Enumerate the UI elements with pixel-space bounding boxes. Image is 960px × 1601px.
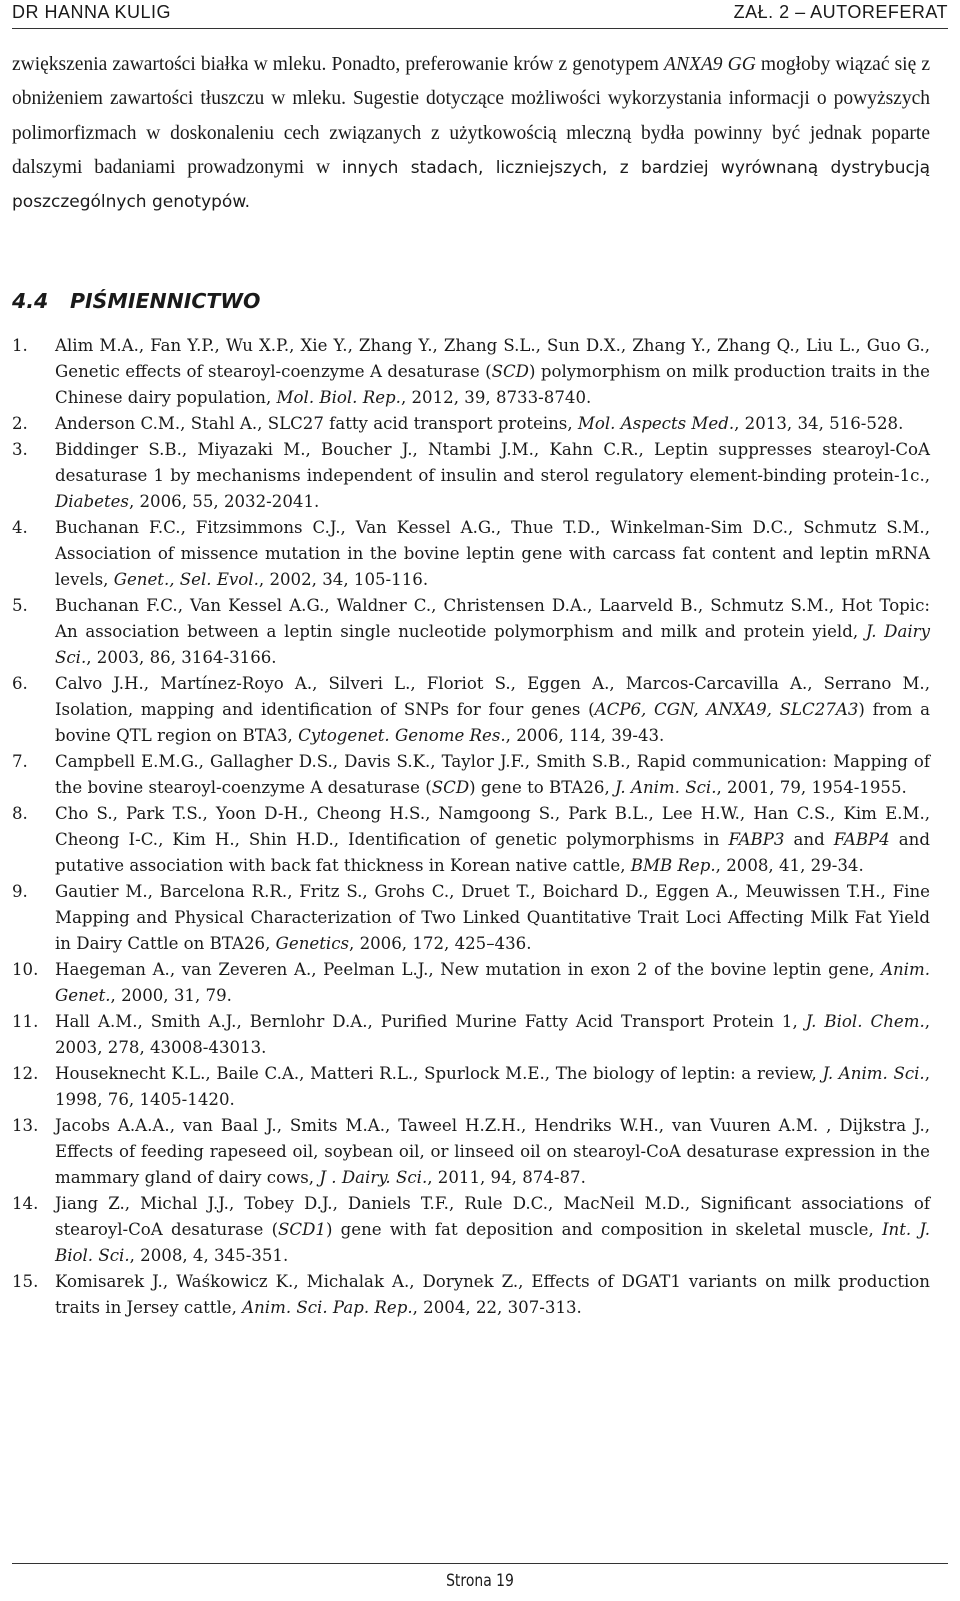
intro-text-1: zwiększenia zawartości białka w mleku. Ponadto, preferowanie krów z genotypem [12,54,665,75]
reference-text: Alim M.A., Fan Y.P., Wu X.P., Xie Y., Zhang Y., Zhang S.L., Sun D.X., Zhang Y., Zhang Q., Liu L., Guo G., Genetic effects of stearoyl-coenzyme A desaturase ( [55,336,930,382]
reference-item [12,671,930,749]
reference-text: , 2011, 94, 874-87. [427,1168,586,1188]
reference-text: Anderson C.M., Stahl A., SLC27 fatty acid transport proteins, [55,414,578,434]
reference-number: 12. [12,1064,39,1084]
reference-text: , 2003, 86, 3164-3166. [86,648,277,668]
reference-text: Cho S., Park T.S., Yoon D-H., Cheong H.S., Namgoong S., Park B.L., Lee H.W., Han C.S., Kim E.M., Cheong I-C., Kim H., Shin H.D., Identification of genetic polymorphisms in [55,804,930,850]
section-title: PIŚMIENNICTWO [70,289,261,314]
reference-item [12,749,930,801]
reference-number: 8. [12,804,28,824]
reference-italic-text: BMB Rep. [630,856,716,876]
reference-italic-text: J. Biol. Chem. [805,1012,925,1032]
header-section: ZAŁ. 2 – AUTOREFERAT [733,2,948,22]
reference-text: , 2002, 34, 105-116. [258,570,429,590]
reference-text: Komisarek J., Waśkowicz K., Michalak A., Dorynek Z., Effects of DGAT1 variants on milk production traits in Jersey cattle, [55,1272,930,1318]
reference-number: 10. [12,960,39,980]
reference-item [12,879,930,957]
reference-italic-text: Anim. Sci. Pap. Rep. [242,1298,413,1318]
reference-number: 11. [12,1012,39,1032]
reference-text: , 2012, 39, 8733-8740. [400,388,592,408]
reference-number: 15. [12,1272,39,1292]
reference-text: , 2006, 114, 39-43. [505,726,665,746]
reference-italic-text: Genetics [275,934,350,954]
reference-italic-text: Anim. Genet. [55,960,930,1006]
reference-italic-text: J. Anim. Sci. [822,1064,925,1084]
intro-gene: ANXA9 GG [664,54,756,75]
reference-number: 1. [12,336,28,356]
reference-italic-text: SCD [491,362,529,382]
reference-item [12,1191,930,1269]
reference-number: 5. [12,596,28,616]
reference-italic-text: J. Anim. Sci. [615,778,717,798]
reference-text: , 2013, 34, 516-528. [734,414,904,434]
reference-text: Biddinger S.B., Miyazaki M., Boucher J., Ntambi J.M., Kahn C.R., Leptin suppresses stearoyl-CoA desaturase 1 by mechanisms independent of insulin and sterol regulatory element-binding protein-1c., [55,440,930,486]
running-header [12,0,948,29]
reference-item [12,1061,930,1113]
reference-item [12,333,930,411]
reference-italic-text: FABP3 [728,830,785,850]
reference-text: , 2001, 79, 1954-1955. [716,778,907,798]
reference-text: and putative association with back fat thickness in Korean native cattle, [55,830,930,876]
reference-text: and [784,830,834,850]
reference-number: 6. [12,674,28,694]
reference-italic-text: Genet., Sel. Evol. [113,570,259,590]
reference-item [12,801,930,879]
reference-text: , 2008, 41, 29-34. [715,856,864,876]
reference-text: ) from a bovine QTL region on BTA3, [55,700,930,746]
reference-text: Jiang Z., Michal J.J., Tobey D.J., Daniels T.F., Rule D.C., MacNeil M.D., Significant associations of stearoyl-CoA desaturase ( [55,1194,930,1240]
reference-italic-text: J . Dairy. Sci. [319,1168,428,1188]
reference-text: , 2006, 172, 425–436. [349,934,532,954]
reference-text: , 2003, 278, 43008-43013. [55,1012,930,1058]
reference-text: Calvo J.H., Martínez-Royo A., Silveri L., Floriot S., Eggen A., Marcos-Carcavilla A., Serrano M., Isolation, mapping and identification of SNPs for four genes ( [55,674,930,720]
section-heading [12,289,930,313]
reference-text: ) gene to BTA26, [469,778,616,798]
reference-item [12,957,930,1009]
reference-text: , 2000, 31, 79. [110,986,232,1006]
reference-italic-text: Int. J. Biol. Sci. [55,1220,930,1266]
intro-paragraph [12,48,930,219]
reference-item [12,1009,930,1061]
reference-italic-text: J. Dairy Sci. [55,622,930,668]
reference-number: 9. [12,882,28,902]
reference-item [12,437,930,515]
reference-italic-text: Mol. Biol. Rep. [276,388,401,408]
reference-text: , 2006, 55, 2032-2041. [128,492,320,512]
reference-italic-text: Mol. Aspects Med. [577,414,735,434]
intro-text-2: mogłoby wiązać się z obniżeniem zawartości tłuszczu w mleku. Sugestie dotyczące możliwości wykorzystania informacji o powyższych polimorfizmach w doskonaleniu cech związanych z użytkowością mleczną bydła powinny być jednak poparte dalszymi badaniami prowadzonymi w [12,54,930,178]
reference-item [12,515,930,593]
reference-text: , 2008, 4, 345-351. [129,1246,289,1266]
intro-text-3: innych stadach, liczniejszych, z bardziej wyrównaną dystrybucją poszczególnych genotypów. [12,157,930,213]
page-content [12,48,930,1321]
reference-number: 14. [12,1194,39,1214]
reference-italic-text: ACP6, CGN, ANXA9, SLC27A3 [594,700,859,720]
reference-text: , 2004, 22, 307-313. [412,1298,582,1318]
reference-item [12,593,930,671]
reference-item [12,1269,930,1321]
section-number: 4.4 [12,289,49,314]
footer-rule [12,1563,948,1564]
reference-text: Haegeman A., van Zeveren A., Peelman L.J., New mutation in exon 2 of the bovine leptin gene, [55,960,881,980]
reference-text: Hall A.M., Smith A.J., Bernlohr D.A., Purified Murine Fatty Acid Transport Protein 1, [55,1012,806,1032]
reference-item [12,411,930,437]
reference-italic-text: SCD [431,778,470,798]
reference-number: 2. [12,414,28,434]
reference-item [12,1113,930,1191]
reference-text: , 1998, 76, 1405-1420. [55,1064,930,1110]
reference-number: 3. [12,440,28,460]
reference-text: Jacobs A.A.A., van Baal J., Smits M.A., Taweel H.Z.H., Hendriks W.H., van Vuuren A.M. , Dijkstra J., Effects of feeding rapeseed oil, soybean oil, or linseed oil on stearoyl-CoA desaturase expression in the mammary gland of dairy cows, [55,1116,930,1188]
reference-number: 4. [12,518,28,538]
header-author: DR HANNA KULIG [12,2,172,22]
reference-text: Buchanan F.C., Fitzsimmons C.J., Van Kessel A.G., Thue T.D., Winkelman-Sim D.C., Schmutz S.M., Association of missence mutation in the bovine leptin gene with carcass fat content and leptin mRNA levels, [55,518,930,590]
reference-italic-text: Diabetes [55,492,129,512]
reference-italic-text: SCD1 [278,1220,326,1240]
reference-number: 7. [12,752,28,772]
page-number: Strona 19 [446,1571,514,1591]
reference-text: ) gene with fat deposition and composition in skeletal muscle, [325,1220,882,1240]
reference-list [12,333,930,1321]
reference-text: Gautier M., Barcelona R.R., Fritz S., Grohs C., Druet T., Boichard D., Eggen A., Meuwissen T.H., Fine Mapping and Physical Characterization of Two Linked Quantitative Trait Loci Affecting Milk Fat Yield in Dairy Cattle on BTA26, [55,882,930,954]
reference-italic-text: Cytogenet. Genome Res. [298,726,506,746]
reference-text: Houseknecht K.L., Baile C.A., Matteri R.L., Spurlock M.E., The biology of leptin: a review, [55,1064,823,1084]
reference-italic-text: FABP4 [833,830,890,850]
reference-text: Campbell E.M.G., Gallagher D.S., Davis S.K., Taylor J.F., Smith S.B., Rapid communication: Mapping of the bovine stearoyl-coenzyme A desaturase ( [55,752,930,798]
reference-number: 13. [12,1116,39,1136]
reference-text: Buchanan F.C., Van Kessel A.G., Waldner C., Christensen D.A., Laarveld B., Schmutz S.M., Hot Topic: An association between a leptin single nucleotide polymorphism and milk and protein yield, [55,596,930,642]
reference-text: ) polymorphism on milk production traits in the Chinese dairy population, [55,362,930,408]
